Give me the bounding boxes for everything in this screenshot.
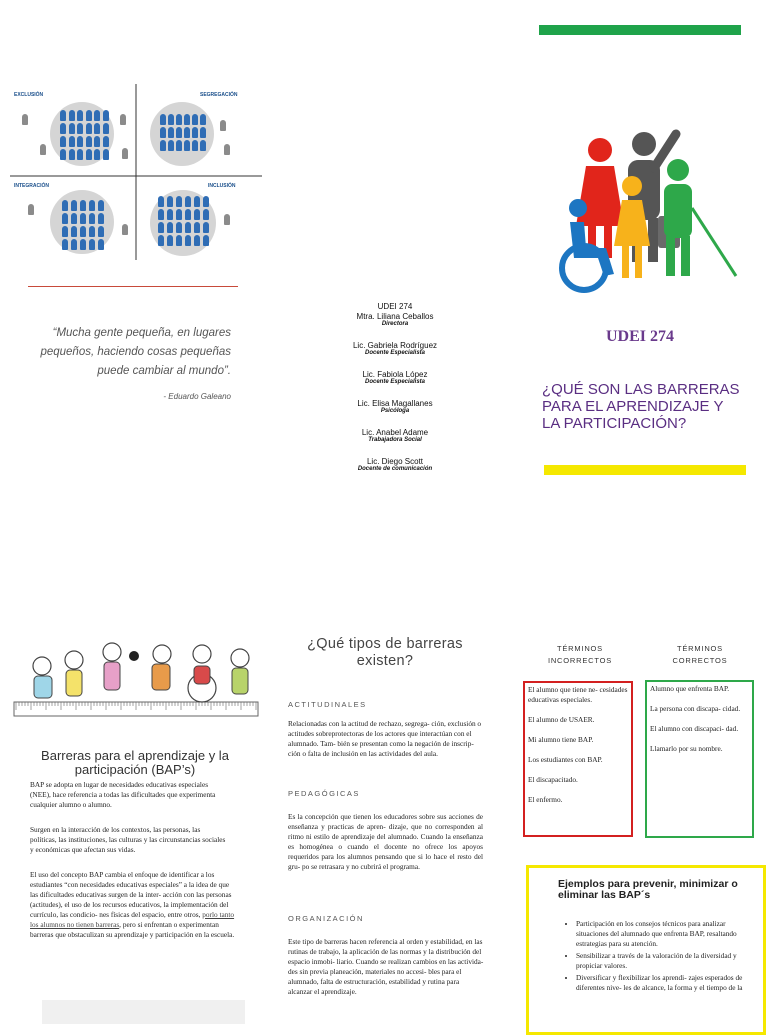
person-figure	[203, 196, 209, 207]
person-figure	[103, 110, 109, 121]
person-figure	[184, 140, 190, 151]
person-figure	[40, 144, 46, 155]
person-figure	[158, 209, 164, 220]
cover-udei-title: UDEI 274	[605, 328, 674, 345]
label-inclusion: INCLUSIÓN	[208, 183, 236, 189]
person-figure	[224, 214, 230, 225]
correct-terms-box	[645, 680, 754, 838]
person-figure	[224, 144, 230, 155]
person-figure	[176, 140, 182, 151]
accessibility-people-icon	[548, 128, 740, 300]
person-figure	[80, 226, 86, 237]
incorrect-terms-box	[523, 681, 633, 837]
section-heading-pedagogicas: PEDAGÓGICAS	[288, 789, 360, 798]
person-figure	[60, 123, 66, 134]
children-ruler-illustration	[12, 636, 260, 724]
person-figure	[203, 222, 209, 233]
person-figure	[185, 209, 191, 220]
person-figure	[80, 213, 86, 224]
person-figure	[167, 209, 173, 220]
types-title: ¿Qué tipos de barreras existen?	[307, 636, 463, 669]
person-figure	[94, 110, 100, 121]
person-figure	[71, 213, 77, 224]
list-item: El enfermo.	[528, 795, 563, 804]
person-figure	[160, 140, 166, 151]
correct-terms-list	[647, 682, 752, 766]
person-figure	[62, 213, 68, 224]
staff-name: Lic. Anabel Adame	[361, 428, 429, 437]
person-figure	[89, 226, 95, 237]
list-item: La persona con discapa- cidad.	[650, 704, 741, 713]
person-figure	[168, 114, 174, 125]
person-figure	[185, 196, 191, 207]
examples-list	[529, 919, 763, 993]
person-figure	[80, 239, 86, 250]
person-figure	[80, 200, 86, 211]
person-figure	[167, 196, 173, 207]
person-figure	[200, 114, 206, 125]
list-item: • Sensibilizar a través de la valoración de la diversidad y propiciar valores.	[576, 951, 757, 971]
staff-list	[320, 302, 470, 473]
bottom-illustration-fragment	[42, 1000, 245, 1024]
person-figure	[203, 235, 209, 246]
list-item: • Participación en los consejos técnicos para analizar situaciones del alumnado que enfrenta BAP, resaltando estrategias para su atención.	[576, 919, 757, 949]
section-heading-organizacion: ORGANIZACIÓN	[288, 914, 364, 923]
person-figure	[69, 136, 75, 147]
person-figure	[158, 222, 164, 233]
incorrect-terms-heading: TÉRMINOS INCORRECTOS	[547, 644, 613, 665]
person-figure	[167, 222, 173, 233]
person-figure	[160, 114, 166, 125]
person-figure	[160, 127, 166, 138]
label-integration: INTEGRACIÓN	[14, 183, 49, 189]
person-figure	[176, 222, 182, 233]
person-figure	[60, 110, 66, 121]
staff-name: Lic. Diego Scott	[366, 457, 424, 466]
person-figure	[176, 127, 182, 138]
section-text-organizacion: Este tipo de barreras hacen referencia al orden y estabilidad, en las rutinas de trabajo, la aplicación de las normas y la distribución del espacio inmobi- liario. Cuando se realizan cambios en las activida- des sin previa planeación, materiales no accesi- bles para el alumnado, falta de estructuración, estabilidad y rutina para alcanzar el aprendizaje.	[288, 937, 484, 996]
person-figure	[203, 209, 209, 220]
person-figure	[158, 196, 164, 207]
staff-name: Mtra. Liliana Ceballos	[356, 312, 434, 321]
staff-role: Docente Especialista	[364, 379, 426, 385]
person-figure	[220, 120, 226, 131]
person-figure	[71, 226, 77, 237]
person-figure	[103, 123, 109, 134]
person-figure	[94, 136, 100, 147]
person-figure	[194, 196, 200, 207]
staff-person	[320, 457, 470, 473]
staff-person	[320, 399, 470, 415]
person-figure	[77, 136, 83, 147]
quote-author: - Eduardo Galeano	[163, 392, 231, 401]
list-item: Mi alumno tiene BAP.	[528, 735, 594, 744]
person-figure	[69, 110, 75, 121]
person-figure	[194, 235, 200, 246]
person-figure	[176, 235, 182, 246]
person-figure	[77, 110, 83, 121]
section-heading-actitudinales: ACTITUDINALES	[288, 700, 367, 709]
list-item: • Diversificar y flexibilizar los aprendi- zajes esperados de diferentes nive- les de alcance, la forma y el tiempo de la	[576, 973, 757, 993]
quote-text: “Mucha gente pequeña, en lugares pequeños, haciendo cosas pequeñas puede cambiar al mundo”.	[40, 327, 231, 377]
staff-role: Docente Especialista	[364, 350, 426, 356]
list-item: El alumno con discapaci- dad.	[650, 724, 739, 733]
person-figure	[71, 239, 77, 250]
person-figure	[200, 140, 206, 151]
person-figure	[185, 235, 191, 246]
staff-role: Directora	[381, 321, 409, 327]
bap-paragraph-3-end: , pero si enfrentan o experimentan barreras que obstaculizan su aprendizaje y participación en la escuela.	[30, 920, 235, 939]
bap-barriers-link[interactable]: porlo tanto los alumnos no tienen barreras	[30, 910, 235, 929]
person-figure	[167, 235, 173, 246]
bap-paragraph-2: Surgen en la interacción de los contextos, las personas, las políticas, las instituciones, las culturas y las circunstancias sociales y económicas que afectan sus vidas.	[30, 825, 226, 854]
person-figure	[62, 239, 68, 250]
list-item: El alumno de USAER.	[528, 715, 595, 724]
person-figure	[98, 239, 104, 250]
person-figure	[184, 127, 190, 138]
person-figure	[122, 224, 128, 235]
incorrect-terms-list	[525, 683, 631, 817]
inclusion-quadrant-illustration	[10, 84, 262, 260]
staff-person	[320, 428, 470, 444]
person-figure	[176, 196, 182, 207]
person-figure	[168, 127, 174, 138]
person-figure	[86, 110, 92, 121]
person-figure	[168, 140, 174, 151]
person-figure	[89, 213, 95, 224]
person-figure	[192, 114, 198, 125]
person-figure	[158, 235, 164, 246]
person-figure	[192, 127, 198, 138]
person-figure	[185, 222, 191, 233]
person-figure	[62, 226, 68, 237]
staff-name: Lic. Gabriela Rodríguez	[352, 341, 438, 350]
person-figure	[89, 239, 95, 250]
section-text-pedagogicas: Es la concepción que tienen los educadores sobre sus acciones de enseñanza y practicas de apren- dizaje, que no corresponden al ritmo ni estilo de aprendizaje del alumnado. Cuando la enseñanza es homogénea o cuando el docente no ofrece los apoyos requeridos para los alumnos pensando que si lo hace el resto del gru- po se retrasara y no cubrirá el programa.	[288, 812, 483, 871]
staff-role: Docente de comunicación	[357, 466, 433, 472]
person-figure	[22, 114, 28, 125]
divider-red	[28, 286, 238, 287]
list-item: El discapacitado.	[528, 775, 578, 784]
person-figure	[98, 200, 104, 211]
list-item: Alumno que enfrenta BAP.	[650, 684, 730, 693]
label-exclusion: EXCLUSIÓN	[14, 92, 44, 98]
staff-heading: UDEI 274	[377, 302, 413, 311]
staff-person	[320, 312, 470, 328]
person-figure	[94, 123, 100, 134]
person-figure	[86, 123, 92, 134]
person-figure	[120, 114, 126, 125]
person-figure	[86, 136, 92, 147]
bap-section-title: Barreras para el aprendizaje y la participación (BAP’s)	[41, 748, 229, 777]
person-figure	[69, 123, 75, 134]
person-figure	[184, 114, 190, 125]
staff-person	[320, 341, 470, 357]
person-figure	[176, 209, 182, 220]
list-item: Los estudiantes con BAP.	[528, 755, 603, 764]
person-figure	[86, 149, 92, 160]
staff-name: Lic. Fabiola López	[362, 370, 428, 379]
examples-box	[526, 865, 766, 1035]
person-figure	[192, 140, 198, 151]
bap-paragraph-3-start: El uso del concepto BAP cambia el enfoque de identificar a los estudiantes “con necesidades educativas especiales” a la idea de que las dificultades educativas surgen de la inter- acción con las personas (actitudes), el uso de los recursos educativos, la implementación del currículo, las condicio- nes físicas del espacio, entre otros,	[30, 870, 232, 919]
person-figure	[71, 200, 77, 211]
staff-person	[320, 370, 470, 386]
person-figure	[28, 204, 34, 215]
cover-main-title: ¿QUÉ SON LAS BARRERAS PARA EL APRENDIZAJE Y LA PARTICIPACIÓN?	[542, 381, 740, 432]
person-figure	[200, 127, 206, 138]
person-figure	[62, 200, 68, 211]
section-text-actitudinales: Relacionadas con la actitud de rechazo, segrega- ción, exclusión o actitudes sobreprotectoras de los actores que interactúan con el alumnado. Tam- bién se presentan como la negación de inscrip- ción o falta de inclusión en las actividades del aula.	[288, 719, 482, 758]
green-bar	[539, 25, 741, 35]
bap-paragraph-3	[30, 870, 235, 940]
person-figure	[122, 148, 128, 159]
person-figure	[103, 136, 109, 147]
yellow-bar	[544, 465, 746, 475]
person-figure	[77, 123, 83, 134]
staff-role: Psicóloga	[380, 408, 410, 414]
person-figure	[176, 114, 182, 125]
label-segregation: SEGREGACIÓN	[200, 92, 238, 98]
person-figure	[98, 213, 104, 224]
person-figure	[60, 136, 66, 147]
person-figure	[69, 149, 75, 160]
person-figure	[89, 200, 95, 211]
person-figure	[98, 226, 104, 237]
person-figure	[60, 149, 66, 160]
person-figure	[77, 149, 83, 160]
list-item: Llamarlo por su nombre.	[650, 744, 723, 753]
person-figure	[194, 222, 200, 233]
person-figure	[94, 149, 100, 160]
staff-name: Lic. Elisa Magallanes	[357, 399, 433, 408]
list-item: El alumno que tiene ne- cesidades educativas especiales.	[528, 685, 628, 704]
staff-role: Trabajadora Social	[368, 437, 422, 443]
quadrant-axes	[10, 84, 262, 260]
bap-paragraph-1: BAP se adopta en lugar de necesidades educativas especiales (NEE), hace referencia a todas las dificultades que experimenta cualquier alumno o alumno.	[30, 780, 216, 809]
correct-terms-heading: TÉRMINOS CORRECTOS	[672, 644, 728, 665]
examples-title: Ejemplos para prevenir, minimizar o eliminar las BAP´s	[558, 878, 738, 901]
person-figure	[103, 149, 109, 160]
person-figure	[194, 209, 200, 220]
